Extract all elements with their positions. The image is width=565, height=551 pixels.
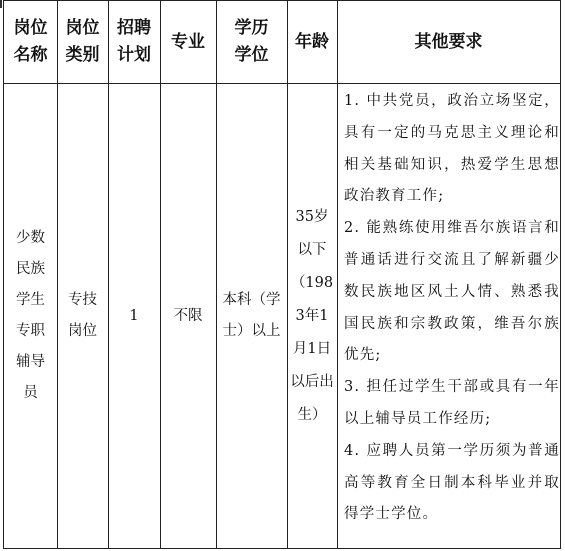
cell-recruit-plan: 1 [129,307,139,324]
header-age: 年龄 [295,31,329,52]
requirement-item: 4. 应聘人员第一学历须为普通高等教育全日制本科毕业并取得学士学位。 [344,442,560,523]
header-position-name: 岗位名称 [13,18,48,65]
requirement-item: 3. 担任过学生干部或具有一年以上辅导员工作经历; [344,379,560,427]
requirement-item: 2. 能熟练使用维吾尔族语言和普通话进行交流且了解新疆少数民族地区风土人情、熟悉我国民族和宗教政策，维吾尔族优先; [344,220,560,364]
cell-position-type: 专技岗位 [68,292,97,339]
header-recruit-plan: 招聘计划 [117,18,151,65]
cell-age: 35岁以下（1983年1月1日以后出生） [290,208,334,423]
cell-education: 本科（学士）以上 [222,292,281,339]
header-education: 学历学位 [234,18,269,65]
cell-other-requirements [338,84,562,548]
header-major: 专业 [171,31,205,52]
header-position-type: 岗位类别 [65,18,100,65]
job-requirements-table [3,0,561,549]
requirement-item: 1. 中共党员，政治立场坚定，具有一定的马克思主义理论和相关基础知识，热爱学生思想政治教育工作; [344,93,560,205]
header-other-requirements: 其他要求 [414,31,483,52]
edge-marker [0,0,2,8]
cell-major: 不限 [173,307,203,324]
cell-position-name: 少数民族学生专职辅导员 [16,230,45,401]
